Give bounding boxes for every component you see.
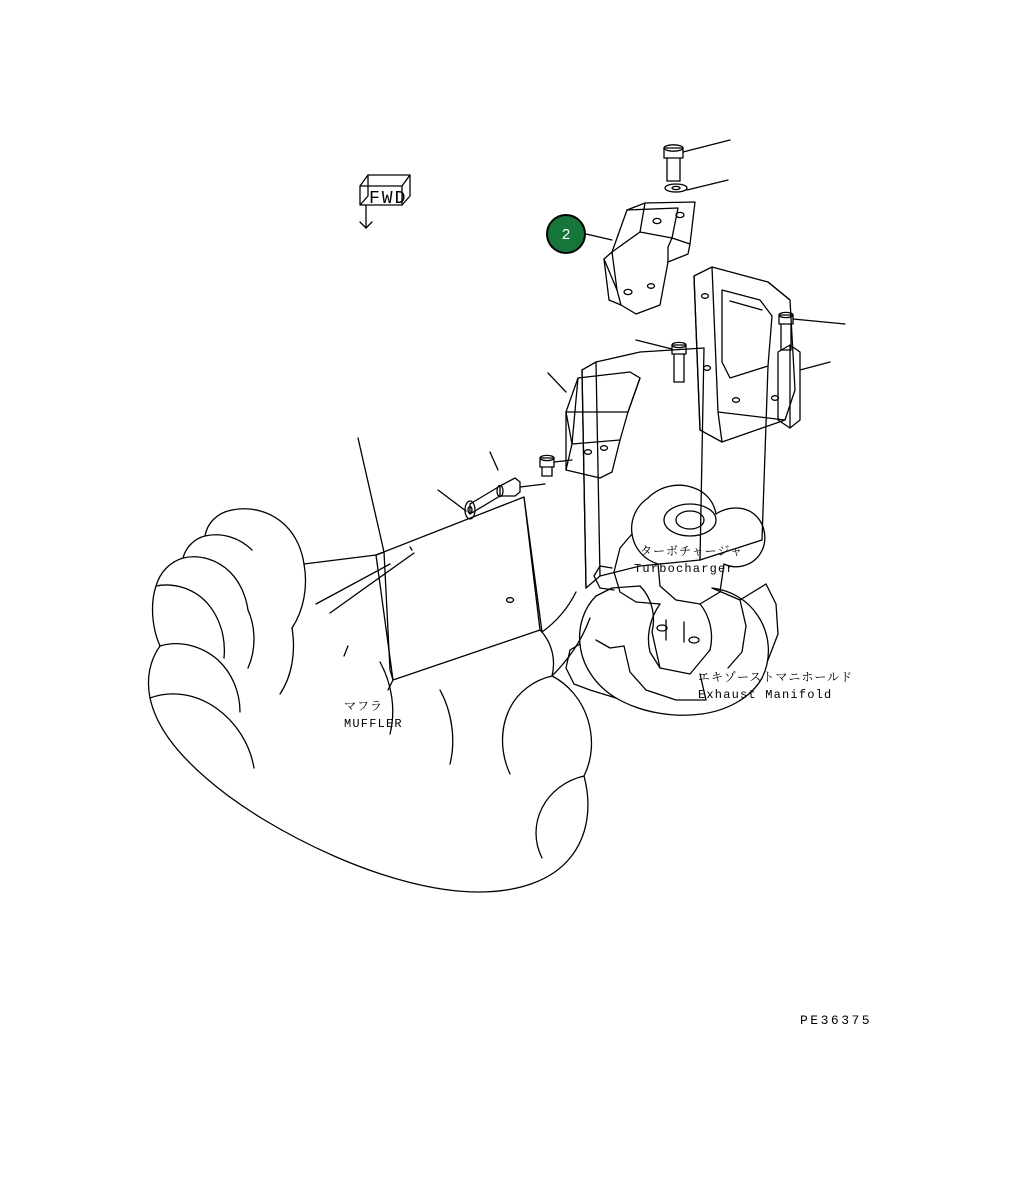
center-bolt-upper [636, 340, 686, 382]
drawing-code: PE36375 [800, 1013, 873, 1028]
top-washer [665, 180, 728, 192]
exhaust-manifold-label-group [698, 668, 854, 702]
muffler-label-en: MUFFLER [344, 717, 403, 731]
callout-leader-2 [586, 234, 612, 240]
callout-number-2[interactable] [546, 214, 586, 254]
shield-support-lines [700, 348, 768, 560]
svg-text:FWD: FWD [369, 189, 408, 209]
muffler-body [148, 497, 591, 892]
heat-shield-plate [694, 267, 795, 442]
muffler-label-group [344, 697, 403, 731]
muffler-shield-plate [376, 497, 540, 680]
turbocharger-label-group [634, 542, 744, 576]
exhaust-manifold-label-en: Exhaust Manifold [698, 688, 833, 702]
turbocharger [594, 485, 765, 674]
muffler-seam-lines [280, 628, 453, 764]
muffler-label-jp: マフラ [344, 699, 384, 713]
shield-leader-lines [316, 438, 466, 613]
right-bolt-upper [779, 312, 845, 350]
upper-bracket-part-2 [604, 202, 695, 314]
left-channel-bracket [548, 372, 640, 478]
turbocharger-label-en: Turbocharger [634, 562, 735, 576]
top-bolt [664, 140, 730, 181]
exhaust-manifold-label-jp: エキゾーストマニホールド [698, 670, 854, 684]
fwd-marker-icon [360, 175, 410, 228]
exhaust-connecting-pipe [542, 592, 590, 676]
long-bolt-left [470, 452, 545, 514]
callout-number-2-label: 2 [561, 225, 571, 243]
turbocharger-label-jp: ターボチャージャ [640, 544, 744, 558]
